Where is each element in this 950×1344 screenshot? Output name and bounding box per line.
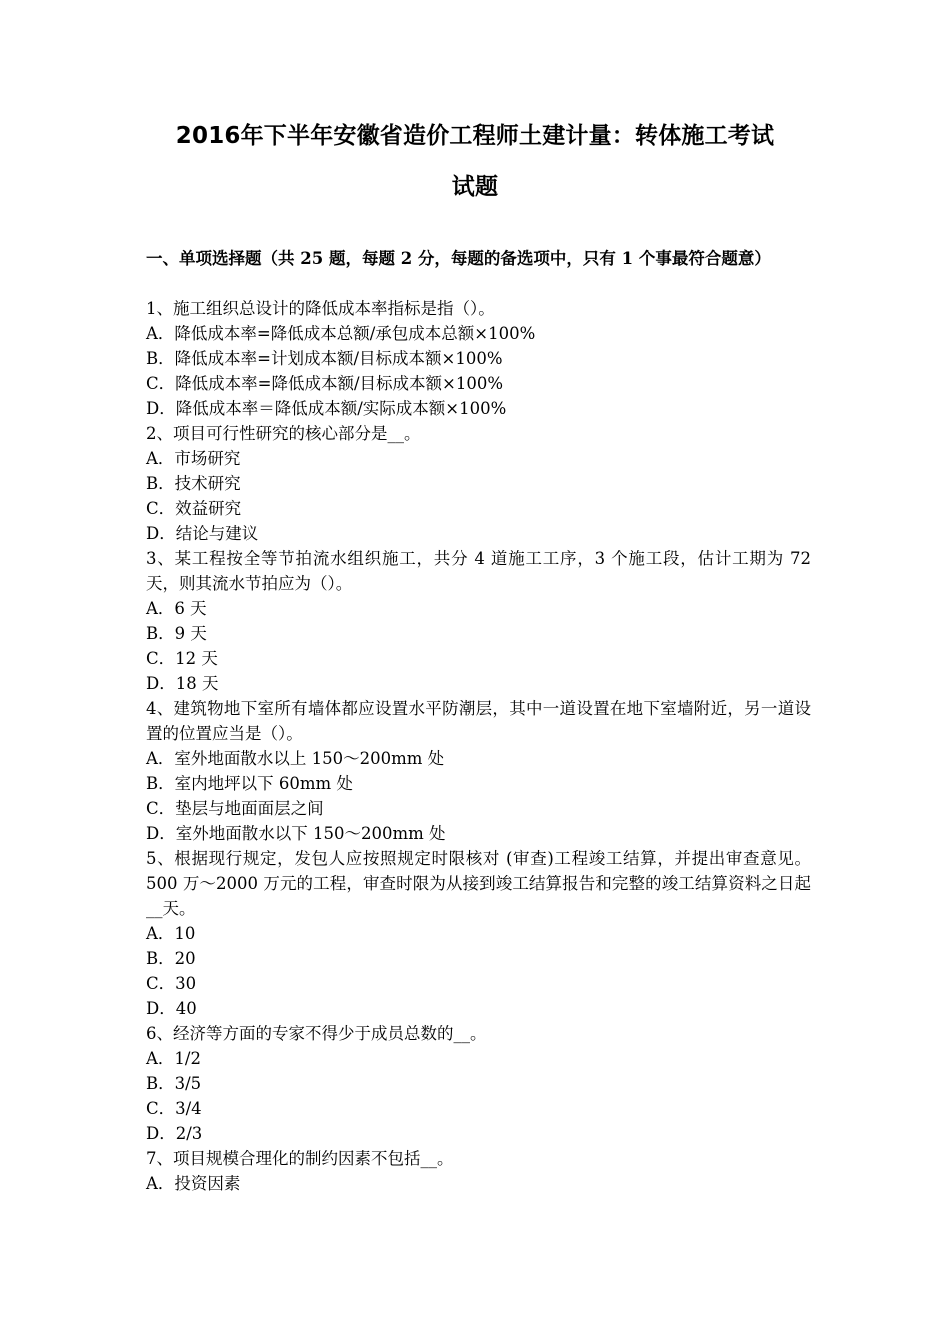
option-b: B．20 — [146, 949, 196, 968]
question-6 — [146, 1021, 811, 1146]
option-a: A．1/2 — [146, 1049, 201, 1068]
document-title: 2016年下半年安徽省造价工程师土建计量：转体施工考试 — [175, 123, 775, 149]
question-list — [146, 296, 811, 1196]
question-stem: 4、建筑物地下室所有墙体都应设置水平防潮层，其中一道设置在地下室墙附近，另一道设置的位置应当是（）。 — [146, 699, 811, 743]
option-d: D．室外地面散水以下 150～200mm 处 — [146, 824, 446, 843]
question-4 — [146, 696, 811, 846]
option-d: D．2/3 — [146, 1124, 203, 1143]
option-a: A．10 — [146, 924, 196, 943]
question-stem: 5、根据现行规定，发包人应按照规定时限核对 (审查)工程竣工结算，并提出审查意见。500 万～2000 万元的工程，审查时限为从接到竣工结算报告和完整的竣工结算资料之日起__天。 — [146, 849, 811, 918]
option-c: C．降低成本率=降低成本额/目标成本额×100% — [146, 374, 504, 393]
question-stem: 1、施工组织总设计的降低成本率指标是指（）。 — [146, 299, 495, 318]
question-stem: 3、某工程按全等节拍流水组织施工，共分 4 道施工工序，3 个施工段，估计工期为 72 天，则其流水节拍应为（）。 — [146, 549, 811, 593]
option-a: A．室外地面散水以上 150～200mm 处 — [146, 749, 445, 768]
question-stem: 7、项目规模合理化的制约因素不包括__。 — [146, 1149, 454, 1168]
option-d: D．降低成本率＝降低成本额/实际成本额×100% — [146, 399, 507, 418]
question-stem: 2、项目可行性研究的核心部分是__。 — [146, 424, 421, 443]
option-c: C．3/4 — [146, 1099, 202, 1118]
option-c: C．30 — [146, 974, 197, 993]
question-3 — [146, 546, 811, 696]
option-b: B．降低成本率=计划成本额/目标成本额×100% — [146, 349, 503, 368]
option-b: B．9 天 — [146, 624, 207, 643]
option-a: A．6 天 — [146, 599, 207, 618]
option-c: C．效益研究 — [146, 499, 242, 518]
option-a: A．投资因素 — [146, 1174, 241, 1193]
question-5 — [146, 846, 811, 1021]
question-stem: 6、经济等方面的专家不得少于成员总数的__。 — [146, 1024, 487, 1043]
question-1 — [146, 296, 811, 421]
option-c: C．12 天 — [146, 649, 218, 668]
option-c: C．垫层与地面面层之间 — [146, 799, 324, 818]
document-title-continued: 试题 — [451, 174, 499, 200]
option-a: A．市场研究 — [146, 449, 241, 468]
option-d: D．结论与建议 — [146, 524, 259, 543]
option-a: A．降低成本率=降低成本总额/承包成本总额×100% — [146, 324, 536, 343]
option-b: B．室内地坪以下 60mm 处 — [146, 774, 353, 793]
option-b: B．技术研究 — [146, 474, 241, 493]
option-b: B．3/5 — [146, 1074, 202, 1093]
question-7 — [146, 1146, 811, 1196]
option-d: D．40 — [146, 999, 197, 1018]
option-d: D．18 天 — [146, 674, 219, 693]
question-2 — [146, 421, 811, 546]
section-heading: 一、单项选择题（共 25 题，每题 2 分，每题的备选项中，只有 1 个事最符合题意） — [146, 249, 771, 268]
